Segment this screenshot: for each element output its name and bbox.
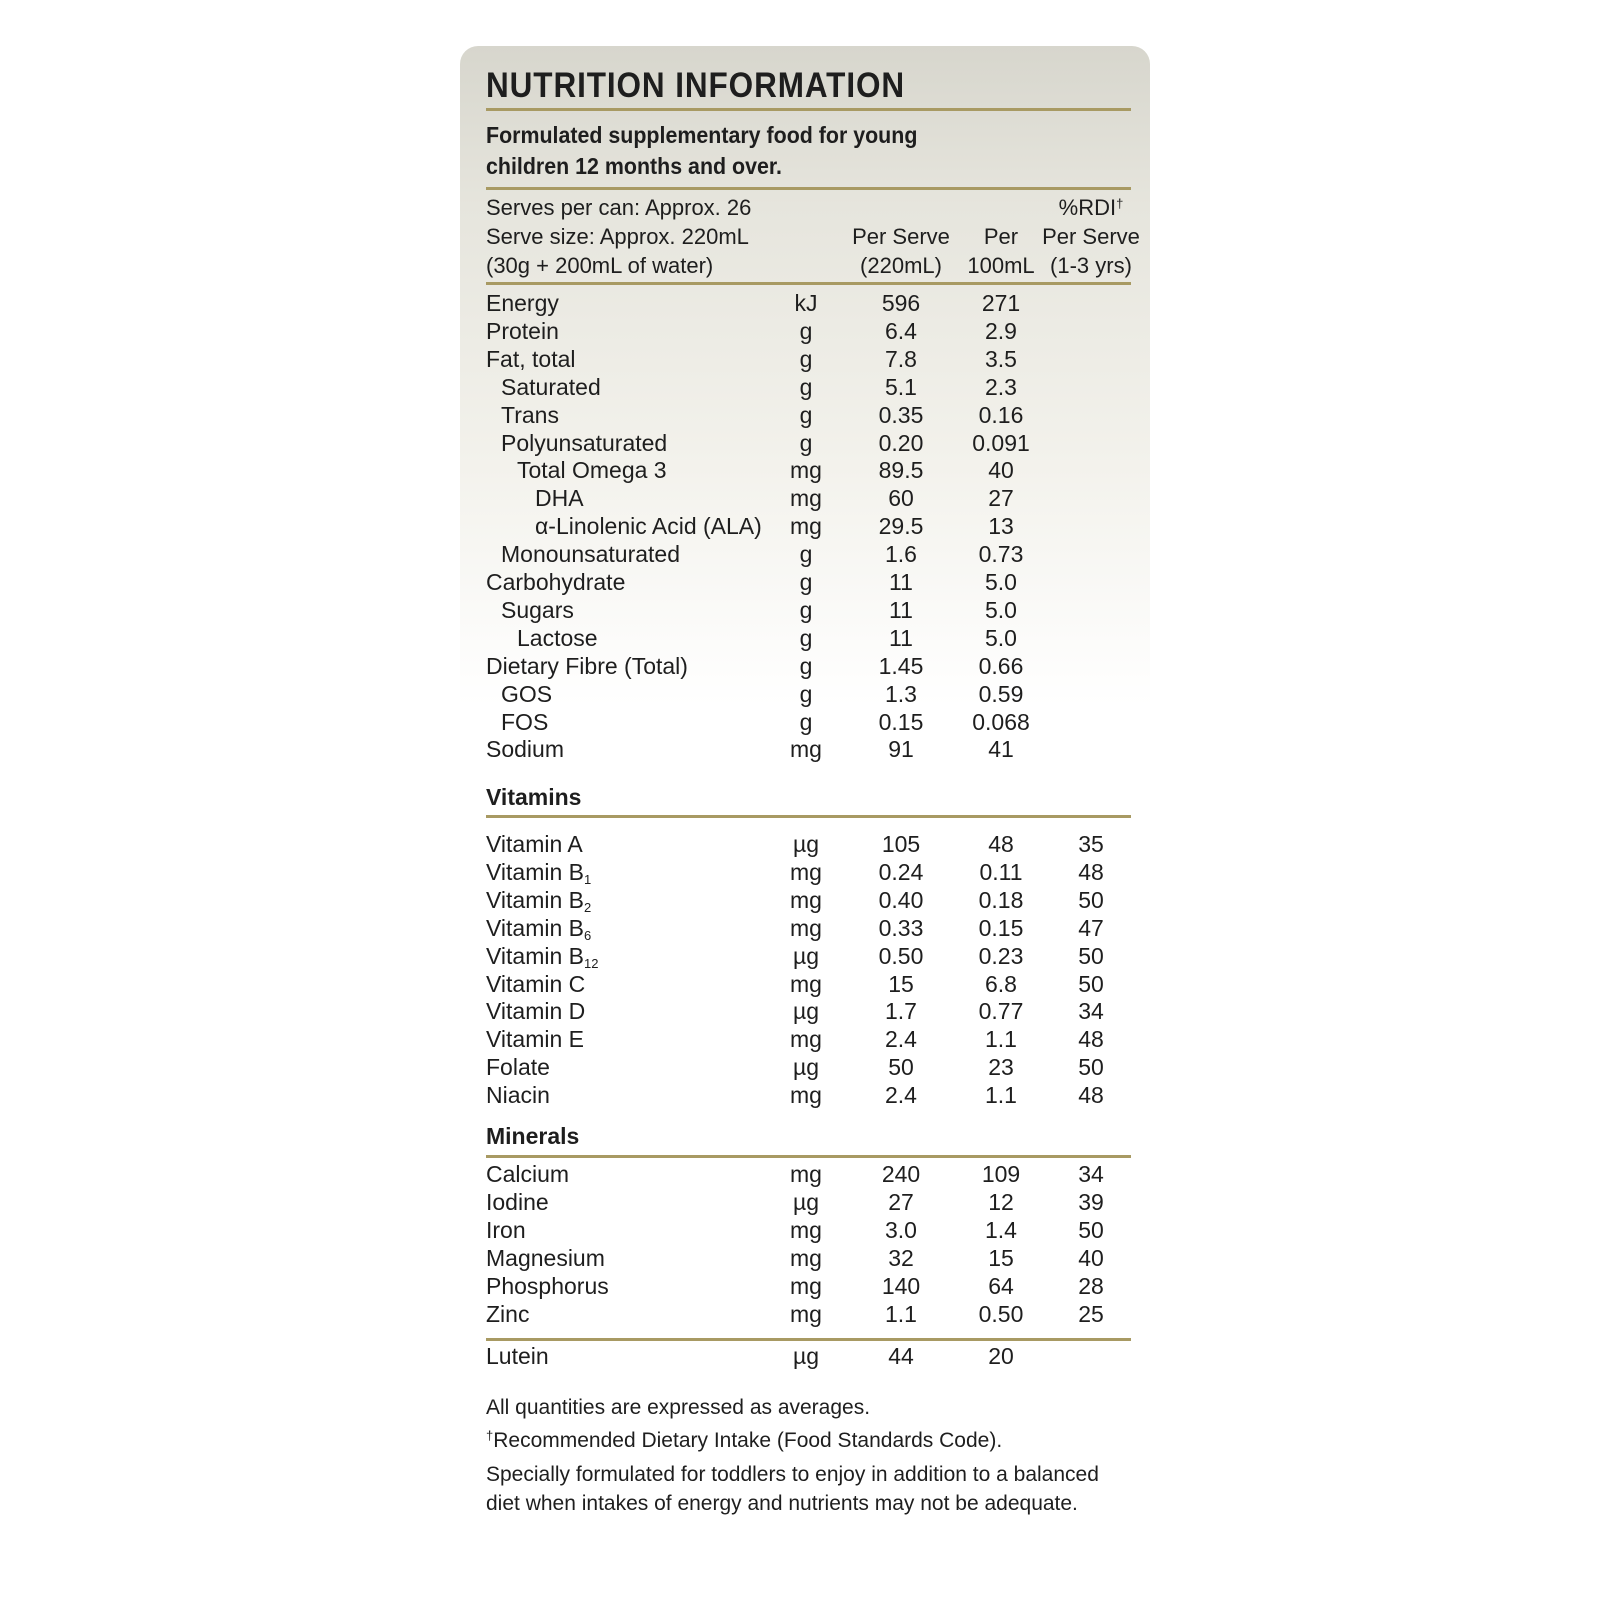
nutrient-name — [486, 735, 564, 764]
nutrient-label: Lactose — [517, 624, 598, 651]
table-row — [486, 1025, 1131, 1054]
table-row — [486, 624, 1131, 653]
product-description — [486, 120, 917, 182]
per-serve-size: (220mL) — [860, 253, 942, 278]
rdi-age: (1-3 yrs) — [1050, 253, 1132, 278]
per-100ml-cell: 48 — [988, 831, 1014, 857]
nutrient-name — [486, 1300, 529, 1329]
footnote-averages: All quantities are expressed as averages. — [486, 1396, 871, 1419]
per-100ml-cell: 41 — [988, 736, 1014, 763]
rdi-cell: 50 — [1078, 970, 1104, 997]
per-100ml-cell: 5.0 — [985, 596, 1017, 623]
nutrient-label: GOS — [501, 680, 553, 707]
unit-cell: g — [799, 624, 813, 651]
nutrient-name — [486, 914, 591, 943]
per-serve-cell: 7.8 — [885, 345, 917, 372]
nutrient-name — [486, 1342, 549, 1371]
per-serve-cell: 1.1 — [885, 1300, 917, 1327]
title-rule — [486, 108, 1131, 111]
nutrient-name — [501, 596, 574, 625]
table-row — [486, 568, 1131, 597]
per-serve-cell: 44 — [888, 1343, 914, 1369]
nutrient-name — [486, 858, 591, 887]
nutrient-label: Vitamin A — [486, 831, 583, 857]
footnote-special — [486, 1460, 1099, 1518]
unit-cell: g — [799, 345, 813, 372]
per-serve-cell: 29.5 — [878, 513, 924, 540]
unit-cell: g — [799, 373, 813, 400]
nutrient-name — [486, 997, 585, 1026]
per-serve-cell: 27 — [888, 1188, 914, 1215]
nutrient-name — [517, 456, 667, 485]
per-100-size: 100mL — [967, 253, 1035, 278]
unit-cell: µg — [792, 1343, 820, 1369]
unit-cell: µg — [792, 998, 820, 1025]
description-line-2: children 12 months and over. — [486, 153, 782, 179]
per-100ml-cell: 64 — [988, 1272, 1014, 1299]
nutrient-name — [486, 942, 598, 971]
per-serve-cell: 240 — [881, 1161, 921, 1187]
nutrient-name — [486, 1160, 569, 1189]
per-100ml-cell: 0.50 — [978, 1300, 1024, 1327]
per-serve-cell: 1.7 — [885, 998, 917, 1025]
serve-size: Serve size: Approx. 220mL — [486, 224, 749, 249]
serves-per-can: Serves per can: Approx. 26 — [486, 195, 752, 220]
unit-cell: µg — [792, 942, 820, 969]
per-serve-cell: 0.15 — [878, 708, 924, 735]
subtitle-rule — [486, 187, 1131, 190]
nutrient-label: Vitamin B — [486, 858, 585, 885]
nutrient-subscript: 6 — [584, 927, 592, 943]
nutrient-label: Vitamin C — [486, 970, 586, 997]
vitamins-rule — [486, 815, 1131, 818]
per-100ml-cell: 27 — [988, 485, 1014, 512]
table-row — [486, 830, 1131, 859]
rdi-cell: 50 — [1078, 1216, 1104, 1243]
table-row — [486, 997, 1131, 1026]
rdi-cell: 34 — [1078, 998, 1104, 1025]
table-row — [486, 1272, 1131, 1301]
table-row — [486, 1188, 1131, 1217]
rdi-cell: 50 — [1078, 886, 1104, 913]
unit-cell: mg — [790, 1272, 822, 1299]
unit-cell: mg — [790, 858, 822, 885]
rdi-cell: 39 — [1078, 1188, 1104, 1215]
per-100ml-cell: 3.5 — [985, 345, 1017, 372]
per-100ml-cell: 1.4 — [985, 1216, 1017, 1243]
rdi-cell: 50 — [1078, 1054, 1104, 1081]
per-serve-cell: 60 — [888, 485, 914, 512]
table-row — [486, 484, 1131, 513]
nutrient-label: Lutein — [486, 1343, 549, 1369]
per-serve-cell: 3.0 — [885, 1216, 917, 1243]
per-100ml-cell: 40 — [988, 457, 1014, 484]
unit-cell: mg — [790, 1244, 822, 1271]
nutrient-name — [486, 1188, 549, 1217]
unit-cell: mg — [790, 736, 822, 763]
per-serve-cell: 0.33 — [878, 914, 924, 941]
nutrient-label: Vitamin E — [486, 1026, 585, 1053]
per-serve-cell: 0.50 — [878, 942, 924, 969]
rdi-cell: 50 — [1078, 942, 1104, 969]
table-row — [486, 708, 1131, 737]
unit-cell: mg — [790, 914, 822, 941]
per-serve-cell: 11 — [889, 569, 913, 595]
nutrient-label: Energy — [486, 290, 559, 316]
unit-cell: g — [799, 652, 813, 679]
nutrient-name — [486, 345, 575, 374]
unit-cell: µg — [792, 1054, 820, 1081]
table-row — [486, 429, 1131, 458]
nutrient-label: Niacin — [486, 1082, 550, 1109]
per-100ml-cell: 15 — [988, 1244, 1014, 1271]
footnote-special-line-2: diet when intakes of energy and nutrients may not be adequate. — [486, 1492, 1078, 1515]
per-100ml-cell: 271 — [981, 290, 1021, 316]
rdi-cell: 47 — [1078, 914, 1104, 941]
table-row — [486, 652, 1131, 681]
nutrient-label: DHA — [535, 485, 584, 512]
per-100ml-cell: 2.3 — [985, 373, 1017, 400]
table-row — [486, 317, 1131, 346]
rdi-cell: 40 — [1078, 1244, 1104, 1271]
per-100ml-cell: 0.15 — [978, 914, 1024, 941]
table-row — [486, 1160, 1131, 1189]
nutrient-label: Sodium — [486, 736, 564, 763]
footnote-special-line-1: Specially formulated for toddlers to enjoy in addition to a balanced — [486, 1463, 1099, 1486]
minerals-heading: Minerals — [486, 1123, 580, 1149]
nutrient-label: Carbohydrate — [486, 569, 626, 595]
table-row — [486, 1081, 1131, 1110]
unit-cell: g — [799, 680, 813, 707]
per-serve-cell: 1.6 — [885, 541, 917, 568]
nutrient-label: Folate — [486, 1054, 550, 1081]
unit-cell: mg — [790, 1216, 822, 1243]
per-100ml-cell: 12 — [988, 1188, 1014, 1215]
nutrient-label: Saturated — [501, 373, 601, 400]
rdi-cell: 48 — [1078, 1082, 1104, 1109]
nutrient-name — [501, 540, 680, 569]
per-serve-cell: 596 — [881, 290, 921, 316]
nutrient-name — [501, 401, 559, 430]
nutrient-label: α-Linolenic Acid (ALA) — [535, 513, 762, 540]
nutrient-name — [486, 970, 585, 999]
table-row — [486, 735, 1131, 764]
per-serve-cell: 11 — [889, 596, 913, 623]
vitamins-heading: Vitamins — [486, 784, 582, 810]
nutrient-name — [486, 1081, 550, 1110]
per-serve-cell: 1.3 — [885, 680, 917, 707]
rdi-per-serve: Per Serve — [1042, 224, 1140, 249]
per-100ml-cell: 0.16 — [978, 401, 1024, 428]
unit-cell: g — [799, 541, 813, 568]
per-100ml-cell: 2.9 — [985, 317, 1017, 344]
table-row — [486, 886, 1131, 915]
per-100-label: Per — [983, 224, 1019, 249]
nutrient-subscript: 2 — [584, 899, 592, 915]
nutrient-name — [486, 1272, 609, 1301]
per-100ml-cell: 20 — [988, 1343, 1014, 1369]
nutrient-label: Vitamin B — [486, 886, 585, 913]
unit-cell: µg — [792, 831, 820, 857]
nutrient-name — [486, 1053, 550, 1082]
unit-cell: mg — [790, 1300, 822, 1327]
per-serve-cell: 89.5 — [878, 457, 924, 484]
unit-cell: g — [799, 596, 813, 623]
per-serve-cell: 105 — [881, 831, 921, 857]
unit-cell: mg — [790, 1026, 822, 1053]
rdi-cell: 35 — [1078, 831, 1104, 857]
nutrient-name — [517, 624, 598, 653]
nutrient-name — [501, 680, 552, 709]
table-row — [486, 456, 1131, 485]
unit-cell: g — [799, 401, 813, 428]
nutrient-name — [486, 568, 625, 597]
panel-title: NUTRITION INFORMATION — [486, 66, 906, 105]
rdi-cell: 48 — [1078, 858, 1104, 885]
unit-cell: mg — [790, 457, 822, 484]
footnote-rdi: †Recommended Dietary Intake (Food Standards Code). — [486, 1428, 1003, 1452]
per-serve-label: Per Serve — [852, 224, 950, 249]
nutrient-name — [501, 429, 667, 458]
table-row — [486, 858, 1131, 887]
unit-cell: mg — [790, 1161, 822, 1187]
unit-cell: µg — [792, 1188, 820, 1215]
per-serve-cell: 0.24 — [878, 858, 924, 885]
per-100ml-cell: 1.1 — [985, 1026, 1017, 1053]
table-row — [486, 540, 1131, 569]
nutrient-label: Iodine — [486, 1188, 549, 1215]
unit-cell: mg — [790, 886, 822, 913]
per-100ml-cell: 5.0 — [985, 624, 1017, 651]
nutrient-name — [486, 1025, 584, 1054]
rdi-cell: 34 — [1078, 1161, 1104, 1187]
nutrient-name — [486, 830, 583, 859]
nutrient-label: Vitamin B — [486, 914, 585, 941]
serve-detail: (30g + 200mL of water) — [486, 253, 714, 278]
minerals-end-rule — [486, 1338, 1131, 1341]
per-100ml-cell: 1.1 — [985, 1082, 1017, 1109]
per-serve-cell: 1.45 — [878, 652, 924, 679]
nutrient-label: Vitamin B — [486, 942, 585, 969]
nutrient-label: Sugars — [501, 596, 574, 623]
per-serve-cell: 91 — [888, 736, 914, 763]
unit-cell: mg — [790, 513, 822, 540]
per-serve-cell: 0.40 — [878, 886, 924, 913]
footnote-dagger: † — [486, 1428, 494, 1443]
per-serve-cell: 32 — [888, 1244, 914, 1271]
table-row — [486, 914, 1131, 943]
per-100ml-cell: 0.068 — [972, 708, 1030, 735]
per-100ml-cell: 13 — [988, 513, 1014, 540]
nutrient-label: Magnesium — [486, 1244, 605, 1271]
nutrient-label: Iron — [486, 1216, 526, 1243]
unit-cell: kJ — [794, 290, 818, 316]
minerals-rule — [486, 1155, 1131, 1158]
per-serve-cell: 0.20 — [878, 429, 924, 456]
per-100ml-cell: 0.59 — [978, 680, 1024, 707]
table-row — [486, 373, 1131, 402]
header-rule — [486, 282, 1131, 285]
per-100ml-cell: 0.23 — [978, 942, 1024, 969]
nutrient-name — [486, 1216, 526, 1245]
unit-cell: g — [799, 708, 813, 735]
nutrient-label: Phosphorus — [486, 1272, 609, 1299]
per-100ml-cell: 0.11 — [979, 858, 1023, 885]
nutrient-label: Fat, total — [486, 345, 576, 372]
unit-cell: mg — [790, 485, 822, 512]
nutrient-label: Total Omega 3 — [517, 457, 667, 484]
nutrient-name — [486, 317, 559, 346]
per-100ml-cell: 0.73 — [978, 541, 1024, 568]
unit-cell: g — [799, 429, 813, 456]
nutrient-name — [535, 512, 762, 541]
description-line-1: Formulated supplementary food for young — [486, 122, 918, 148]
per-100ml-cell: 6.8 — [985, 970, 1017, 997]
table-row — [486, 1216, 1131, 1245]
nutrient-name — [486, 652, 688, 681]
nutrient-subscript: 1 — [584, 871, 592, 887]
nutrient-name — [501, 373, 601, 402]
nutrient-name — [501, 708, 548, 737]
table-row — [486, 1053, 1131, 1082]
table-row — [486, 942, 1131, 971]
nutrient-name — [535, 484, 584, 513]
nutrient-label: Trans — [501, 401, 559, 428]
table-row — [486, 596, 1131, 625]
per-serve-cell: 140 — [881, 1272, 921, 1299]
table-row — [486, 345, 1131, 374]
per-100ml-cell: 0.77 — [978, 998, 1024, 1025]
unit-cell: g — [799, 569, 813, 595]
nutrient-name — [486, 1244, 605, 1273]
table-row — [486, 1244, 1131, 1273]
nutrient-label: Protein — [486, 317, 559, 344]
per-100ml-cell: 23 — [988, 1054, 1014, 1081]
table-row — [486, 970, 1131, 999]
dagger-mark: † — [1116, 196, 1124, 211]
per-serve-cell: 2.4 — [885, 1026, 917, 1053]
table-row — [486, 401, 1131, 430]
rdi-cell: 48 — [1078, 1026, 1104, 1053]
unit-cell: mg — [790, 1082, 822, 1109]
unit-cell: g — [799, 317, 813, 344]
per-serve-cell: 15 — [888, 970, 914, 997]
per-serve-cell: 50 — [888, 1054, 914, 1081]
nutrient-label: Polyunsaturated — [501, 429, 668, 456]
nutrient-label: Zinc — [486, 1300, 530, 1327]
per-serve-cell: 2.4 — [885, 1082, 917, 1109]
nutrient-label: Monounsaturated — [501, 541, 681, 568]
nutrient-subscript: 12 — [584, 955, 599, 971]
per-100ml-cell: 0.091 — [972, 429, 1030, 456]
table-row — [486, 289, 1131, 318]
per-serve-cell: 6.4 — [885, 317, 917, 344]
rdi-cell: 28 — [1078, 1272, 1104, 1299]
nutrient-label: Vitamin D — [486, 998, 586, 1025]
per-100ml-cell: 0.18 — [978, 886, 1024, 913]
per-100ml-cell: 0.66 — [978, 652, 1024, 679]
rdi-header — [1036, 193, 1146, 280]
rdi-cell: 25 — [1078, 1300, 1104, 1327]
per-100ml-cell: 109 — [981, 1161, 1021, 1187]
nutrient-label: Calcium — [486, 1161, 570, 1187]
per-100ml-cell: 5.0 — [985, 569, 1017, 595]
per-serve-cell: 0.35 — [878, 401, 924, 428]
table-row — [486, 1342, 1131, 1371]
rdi-label: %RDI† — [1058, 195, 1124, 220]
nutrient-name — [486, 886, 591, 915]
table-row — [486, 680, 1131, 709]
table-row — [486, 1300, 1131, 1329]
serving-info — [486, 193, 751, 280]
per-serve-cell: 11 — [889, 624, 913, 651]
table-row — [486, 512, 1131, 541]
nutrient-label: FOS — [501, 708, 549, 735]
per-serve-cell: 5.1 — [885, 373, 917, 400]
unit-cell: mg — [790, 970, 822, 997]
nutrient-label: Dietary Fibre (Total) — [486, 652, 688, 679]
nutrient-name — [486, 289, 559, 318]
